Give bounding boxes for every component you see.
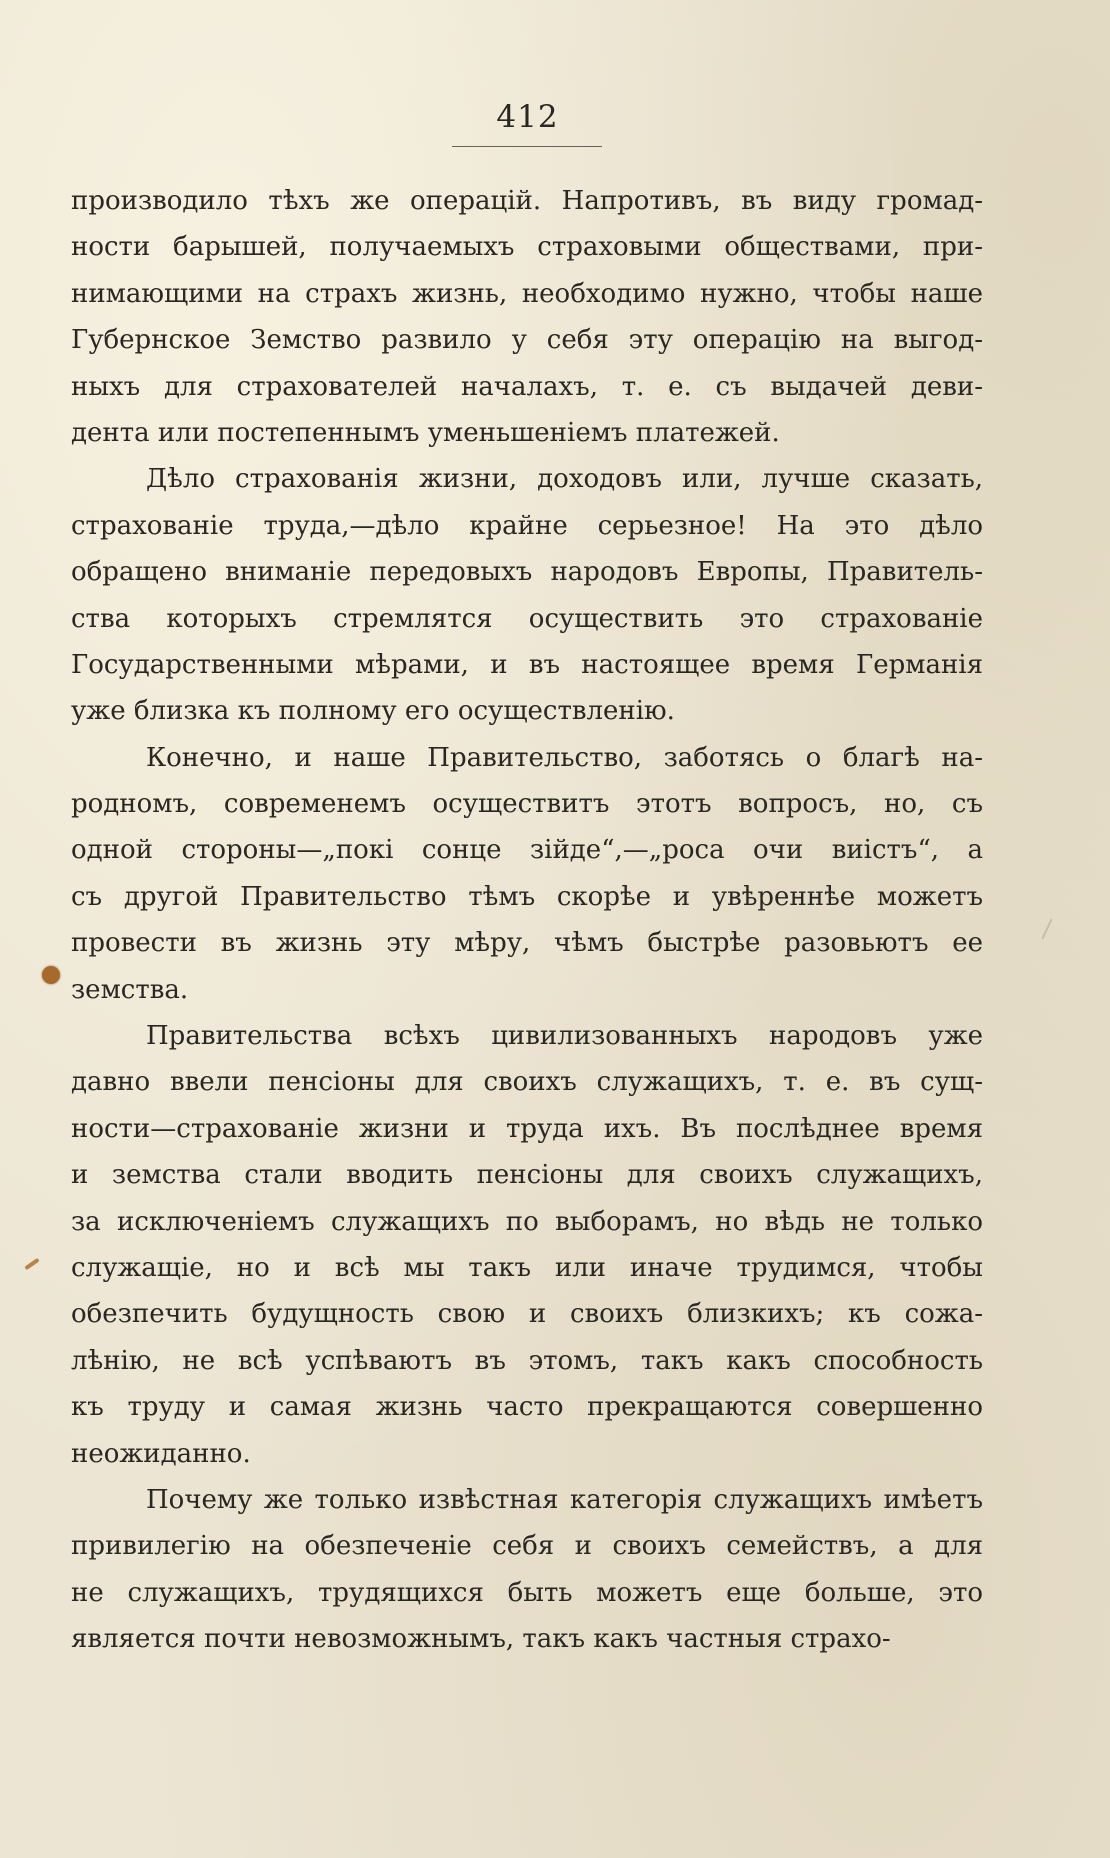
text-line: обращено вниманіе передовыхъ народовъ Европы, Правитель- [71, 557, 983, 588]
text-line: является почти невозможнымъ, такъ какъ частныя страхо- [71, 1624, 891, 1655]
text-line: Почему же только извѣстная категорія служащихъ имѣетъ [146, 1484, 983, 1515]
text-line: лѣнію, не всѣ успѣваютъ въ этомъ, такъ какъ способность [71, 1345, 983, 1376]
paragraph [71, 456, 983, 734]
text-line: Губернское Земство развило у себя эту операцію на выгод- [71, 325, 983, 356]
paper-crease [1041, 919, 1052, 940]
text-line: привилегію на обезпеченіе себя и своихъ семействъ, а для [71, 1531, 983, 1562]
text-line: Дѣло страхованія жизни, доходовъ или, лучше сказать, [146, 464, 983, 495]
paragraph [71, 1013, 983, 1477]
margin-pencil-mark [24, 1258, 39, 1270]
header-rule [452, 146, 602, 147]
text-line: Государственными мѣрами, и въ настоящее время Германія [71, 649, 983, 680]
text-line: съ другой Правительство тѣмъ скорѣе и увѣреннѣе можетъ [71, 881, 983, 912]
text-line: дента или постепеннымъ уменьшеніемъ платежей. [71, 417, 780, 448]
paragraph [71, 178, 983, 456]
text-line: родномъ, современемъ осуществитъ этотъ вопросъ, но, съ [71, 789, 983, 820]
text-line: за исключеніемъ служащихъ по выборамъ, но вѣдь не только [71, 1206, 983, 1237]
text-line: давно ввели пенсіоны для своихъ служащихъ, т. е. въ сущ- [71, 1067, 983, 1098]
text-line: земства. [71, 974, 189, 1005]
text-line: ности—страхованіе жизни и труда ихъ. Въ послѣднее время [71, 1113, 983, 1144]
text-line: обезпечить будущность свою и своихъ близкихъ; къ сожа- [71, 1299, 983, 1330]
text-line: уже близка къ полному его осуществленію. [71, 696, 675, 727]
body-text [71, 178, 983, 1663]
text-line: и земства стали вводить пенсіоны для своихъ служащихъ, [71, 1160, 983, 1191]
margin-ink-dot [42, 966, 60, 984]
text-line: провести въ жизнь эту мѣру, чѣмъ быстрѣе разовьютъ ее [71, 928, 983, 959]
text-line: служащіе, но и всѣ мы такъ или иначе трудимся, чтобы [71, 1252, 983, 1283]
paragraph [71, 1477, 983, 1663]
text-line: ства которыхъ стремлятся осуществить это страхованіе [71, 603, 983, 634]
text-line: не служащихъ, трудящихся быть можетъ еще больше, это [71, 1577, 983, 1608]
text-line: страхованіе труда,—дѣло крайне серьезное! На это дѣло [71, 510, 983, 541]
page-number: 412 [496, 99, 559, 135]
text-line: ныхъ для страхователей началахъ, т. е. съ выдачей деви- [71, 371, 983, 402]
text-line: нимающими на страхъ жизнь, необходимо нужно, чтобы наше [71, 278, 983, 309]
text-line: неожиданно. [71, 1438, 251, 1469]
text-line: къ труду и самая жизнь часто прекращаются совершенно [71, 1392, 983, 1423]
text-line: Конечно, и наше Правительство, заботясь о благѣ на- [146, 742, 983, 773]
text-line: одной стороны—„покі сонце зійде“,—„роса очи виістъ“, а [71, 835, 983, 866]
paragraph [71, 735, 983, 1013]
text-line: ности барышей, получаемыхъ страховыми обществами, при- [71, 232, 983, 263]
text-line: Правительства всѣхъ цивилизованныхъ народовъ уже [146, 1021, 983, 1052]
text-line: производило тѣхъ же операцій. Напротивъ, въ виду громад- [71, 186, 983, 216]
